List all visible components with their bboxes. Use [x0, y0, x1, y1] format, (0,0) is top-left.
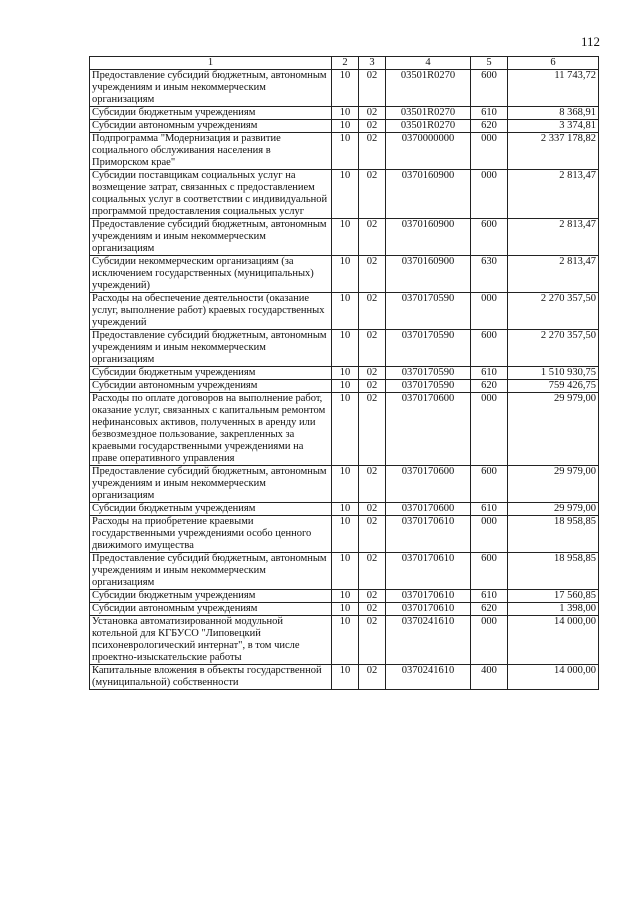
row-section: 10: [332, 466, 359, 503]
row-section: 10: [332, 107, 359, 120]
row-amount: 2 813,47: [508, 256, 599, 293]
row-target-code: 0370170590: [386, 330, 471, 367]
row-amount: 2 813,47: [508, 219, 599, 256]
row-name: Субсидии некоммерческим организациям (за исключением государственных (муниципальных) учреждений): [90, 256, 332, 293]
row-target-code: 0370170610: [386, 516, 471, 553]
row-name: Расходы по оплате договоров на выполнение работ, оказание услуг, связанных с капитальным ремонтом нефинансовых активов, полученных в аренду или безвозмездное пользование, закрепленных за краевыми государственными учреждениями на праве оперативного управления: [90, 393, 332, 466]
table-row: [90, 219, 599, 256]
row-amount: 29 979,00: [508, 503, 599, 516]
column-header: 4: [386, 57, 471, 70]
table-row: [90, 367, 599, 380]
row-name: Предоставление субсидий бюджетным, автономным учреждениям и иным некоммерческим организациям: [90, 553, 332, 590]
row-subsection: 02: [359, 219, 386, 256]
row-amount: 2 270 357,50: [508, 330, 599, 367]
row-amount: 14 000,00: [508, 665, 599, 690]
table-row: [90, 590, 599, 603]
row-target-code: 0370170600: [386, 503, 471, 516]
row-subsection: 02: [359, 553, 386, 590]
row-amount: 29 979,00: [508, 393, 599, 466]
row-amount: 11 743,72: [508, 70, 599, 107]
row-target-code: 0370170610: [386, 553, 471, 590]
table-row: [90, 466, 599, 503]
row-amount: 2 813,47: [508, 170, 599, 219]
row-target-code: 03501R0270: [386, 120, 471, 133]
row-expense-type: 000: [471, 133, 508, 170]
row-expense-type: 400: [471, 665, 508, 690]
row-subsection: 02: [359, 330, 386, 367]
row-section: 10: [332, 590, 359, 603]
row-target-code: 0370160900: [386, 170, 471, 219]
row-section: 10: [332, 70, 359, 107]
row-expense-type: 000: [471, 516, 508, 553]
row-expense-type: 620: [471, 380, 508, 393]
table-row: [90, 256, 599, 293]
row-name: Расходы на обеспечение деятельности (оказание услуг, выполнение работ) краевых государственных учреждений: [90, 293, 332, 330]
row-name: Субсидии автономным учреждениям: [90, 120, 332, 133]
row-expense-type: 610: [471, 503, 508, 516]
column-header: 2: [332, 57, 359, 70]
table-row: [90, 516, 599, 553]
row-section: 10: [332, 616, 359, 665]
table-row: [90, 665, 599, 690]
row-expense-type: 620: [471, 120, 508, 133]
row-section: 10: [332, 665, 359, 690]
row-target-code: 0370170600: [386, 393, 471, 466]
row-name: Капитальные вложения в объекты государственной (муниципальной) собственности: [90, 665, 332, 690]
row-name: Подпрограмма "Модернизация и развитие социального обслуживания населения в Приморском крае": [90, 133, 332, 170]
row-section: 10: [332, 256, 359, 293]
row-section: 10: [332, 170, 359, 219]
row-target-code: 0370170610: [386, 603, 471, 616]
row-expense-type: 600: [471, 70, 508, 107]
row-subsection: 02: [359, 120, 386, 133]
row-target-code: 0370160900: [386, 256, 471, 293]
row-amount: 8 368,91: [508, 107, 599, 120]
page-number: 112: [580, 34, 600, 49]
row-name: Субсидии бюджетным учреждениям: [90, 107, 332, 120]
table-row: [90, 553, 599, 590]
row-section: 10: [332, 293, 359, 330]
row-subsection: 02: [359, 293, 386, 330]
table-row: [90, 133, 599, 170]
table-row: [90, 393, 599, 466]
row-section: 10: [332, 120, 359, 133]
row-subsection: 02: [359, 503, 386, 516]
column-header: 1: [90, 57, 332, 70]
table-row: [90, 107, 599, 120]
row-expense-type: 610: [471, 367, 508, 380]
row-amount: 1 510 930,75: [508, 367, 599, 380]
row-name: Субсидии бюджетным учреждениям: [90, 590, 332, 603]
row-expense-type: 000: [471, 393, 508, 466]
row-amount: 3 374,81: [508, 120, 599, 133]
row-amount: 2 270 357,50: [508, 293, 599, 330]
row-subsection: 02: [359, 590, 386, 603]
row-expense-type: 610: [471, 590, 508, 603]
row-section: 10: [332, 133, 359, 170]
row-name: Установка автоматизированной модульной котельной для КГБУСО "Липовецкий психоневрологический интернат", в том числе проектно-изыскательские работы: [90, 616, 332, 665]
row-name: Предоставление субсидий бюджетным, автономным учреждениям и иным некоммерческим организациям: [90, 70, 332, 107]
table-row: [90, 603, 599, 616]
row-subsection: 02: [359, 256, 386, 293]
row-section: 10: [332, 516, 359, 553]
row-expense-type: 000: [471, 616, 508, 665]
row-target-code: 0370000000: [386, 133, 471, 170]
row-name: Предоставление субсидий бюджетным, автономным учреждениям и иным некоммерческим организациям: [90, 466, 332, 503]
row-section: 10: [332, 603, 359, 616]
row-target-code: 0370170590: [386, 367, 471, 380]
row-section: 10: [332, 380, 359, 393]
row-name: Субсидии автономным учреждениям: [90, 603, 332, 616]
row-expense-type: 610: [471, 107, 508, 120]
row-amount: 2 337 178,82: [508, 133, 599, 170]
row-expense-type: 630: [471, 256, 508, 293]
row-target-code: 0370160900: [386, 219, 471, 256]
row-section: 10: [332, 503, 359, 516]
budget-table: [89, 56, 599, 690]
row-section: 10: [332, 393, 359, 466]
column-header: 3: [359, 57, 386, 70]
row-target-code: 0370241610: [386, 616, 471, 665]
row-expense-type: 000: [471, 293, 508, 330]
row-target-code: 0370241610: [386, 665, 471, 690]
row-subsection: 02: [359, 170, 386, 219]
row-section: 10: [332, 553, 359, 590]
table-row: [90, 380, 599, 393]
row-amount: 18 958,85: [508, 516, 599, 553]
row-name: Предоставление субсидий бюджетным, автономным учреждениям и иным некоммерческим организациям: [90, 219, 332, 256]
column-header: 5: [471, 57, 508, 70]
row-name: Субсидии автономным учреждениям: [90, 380, 332, 393]
row-expense-type: 620: [471, 603, 508, 616]
row-name: Субсидии бюджетным учреждениям: [90, 503, 332, 516]
row-name: Субсидии бюджетным учреждениям: [90, 367, 332, 380]
row-subsection: 02: [359, 665, 386, 690]
row-subsection: 02: [359, 380, 386, 393]
table-row: [90, 616, 599, 665]
row-subsection: 02: [359, 133, 386, 170]
row-name: Предоставление субсидий бюджетным, автономным учреждениям и иным некоммерческим организациям: [90, 330, 332, 367]
row-expense-type: 600: [471, 219, 508, 256]
row-expense-type: 000: [471, 170, 508, 219]
row-subsection: 02: [359, 616, 386, 665]
row-target-code: 0370170590: [386, 293, 471, 330]
row-amount: 29 979,00: [508, 466, 599, 503]
row-subsection: 02: [359, 516, 386, 553]
table-row: [90, 503, 599, 516]
row-amount: 17 560,85: [508, 590, 599, 603]
row-expense-type: 600: [471, 466, 508, 503]
table-row: [90, 170, 599, 219]
table-row: [90, 120, 599, 133]
row-subsection: 02: [359, 466, 386, 503]
row-target-code: 03501R0270: [386, 107, 471, 120]
row-amount: 1 398,00: [508, 603, 599, 616]
row-name: Расходы на приобретение краевыми государственными учреждениями особо ценного движимого имущества: [90, 516, 332, 553]
row-subsection: 02: [359, 107, 386, 120]
row-name: Субсидии поставщикам социальных услуг на возмещение затрат, связанных с предоставлением социальных услуг в соответствии с индивидуальной программой предоставления социальных услуг: [90, 170, 332, 219]
row-section: 10: [332, 330, 359, 367]
row-amount: 759 426,75: [508, 380, 599, 393]
row-target-code: 0370170610: [386, 590, 471, 603]
row-expense-type: 600: [471, 330, 508, 367]
row-target-code: 0370170590: [386, 380, 471, 393]
row-subsection: 02: [359, 393, 386, 466]
table-row: [90, 293, 599, 330]
table-row: [90, 330, 599, 367]
row-subsection: 02: [359, 70, 386, 107]
table-row: [90, 70, 599, 107]
table-header-row: [90, 57, 599, 70]
row-amount: 14 000,00: [508, 616, 599, 665]
row-section: 10: [332, 219, 359, 256]
row-subsection: 02: [359, 603, 386, 616]
row-subsection: 02: [359, 367, 386, 380]
row-target-code: 03501R0270: [386, 70, 471, 107]
row-amount: 18 958,85: [508, 553, 599, 590]
column-header: 6: [508, 57, 599, 70]
row-section: 10: [332, 367, 359, 380]
row-expense-type: 600: [471, 553, 508, 590]
row-target-code: 0370170600: [386, 466, 471, 503]
